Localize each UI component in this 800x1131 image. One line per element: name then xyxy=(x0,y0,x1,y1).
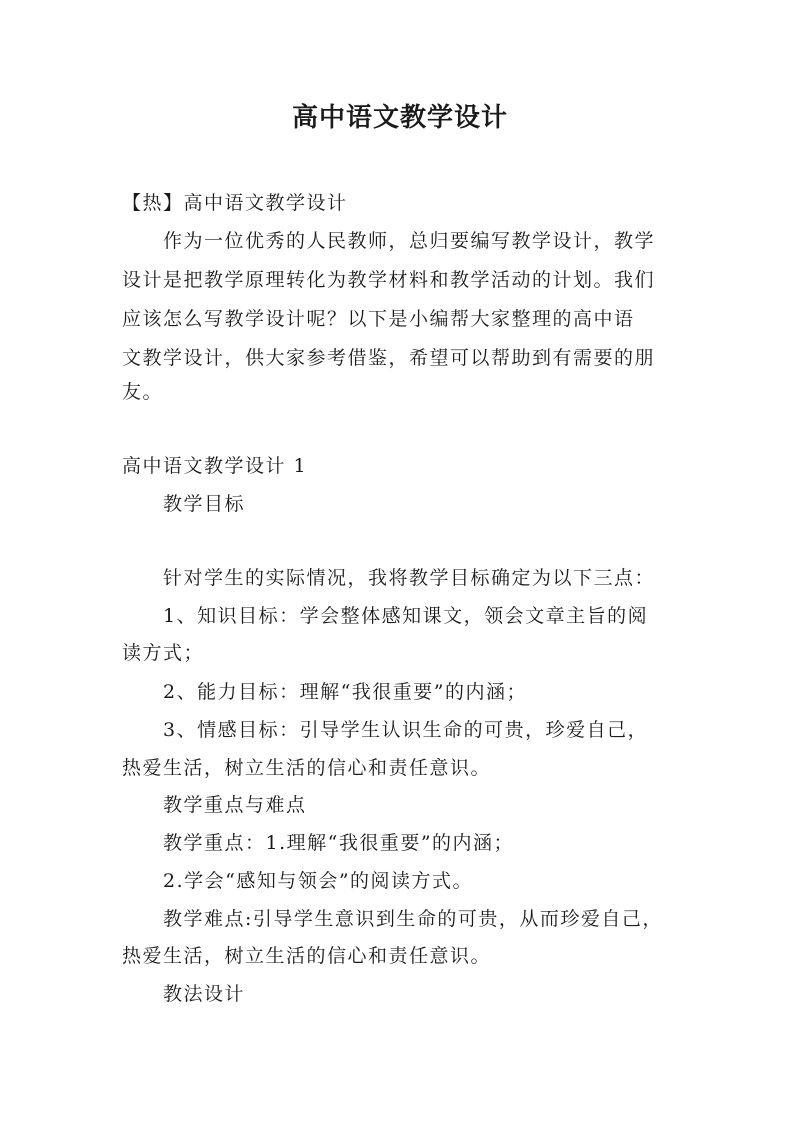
document-title: 高中语文教学设计 xyxy=(291,103,508,133)
goals-intro: 针对学生的实际情况，我将教学目标确定为以下三点： xyxy=(163,567,656,589)
heading-line: 【热】高中语文教学设计 xyxy=(122,192,348,214)
intro-line-5: 友。 xyxy=(122,381,164,403)
intro-line-3: 应该怎么写教学设计呢？以下是小编帮大家整理的高中语 xyxy=(122,308,635,330)
intro-line-1: 作为一位优秀的人民教师，总归要编写教学设计，教学 xyxy=(163,230,656,252)
key-point: 教学重点：1.理解“我很重要”的内涵； xyxy=(163,832,515,854)
difficulty-line-1: 教学难点:引导学生意识到生命的可贵，从而珍爱自己， xyxy=(163,908,663,930)
goal-1-line-1: 1、知识目标：学会整体感知课文，领会文章主旨的阅 xyxy=(163,605,649,627)
goal-3-line-2: 热爱生活，树立生活的信心和责任意识。 xyxy=(122,757,492,779)
section-title: 高中语文教学设计 1 xyxy=(122,455,308,477)
subheading-key-points: 教学重点与难点 xyxy=(163,794,307,816)
subheading-goals: 教学目标 xyxy=(163,493,246,515)
goal-2: 2、能力目标：理解“我很重要”的内涵； xyxy=(163,681,528,703)
intro-line-4: 文教学设计，供大家参考借鉴，希望可以帮助到有需要的朋 xyxy=(122,347,656,369)
intro-line-2: 设计是把教学原理转化为教学材料和教学活动的计划。我们 xyxy=(122,269,656,291)
subheading-teaching-method: 教法设计 xyxy=(163,983,246,1005)
goal-3-line-1: 3、情感目标：引导学生认识生命的可贵，珍爱自己， xyxy=(163,719,649,741)
difficulty-line-2: 热爱生活，树立生活的信心和责任意识。 xyxy=(122,945,492,967)
key-point-2: 2.学会“感知与领会”的阅读方式。 xyxy=(163,870,474,892)
goal-1-line-2: 读方式； xyxy=(122,642,205,664)
